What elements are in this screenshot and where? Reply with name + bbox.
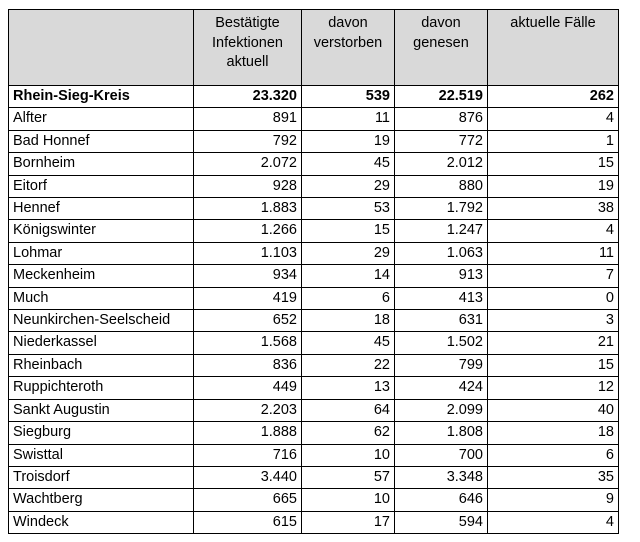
recovered-count: 594 (395, 511, 488, 533)
municipality-name: Rheinbach (9, 354, 194, 376)
died-count: 13 (302, 377, 395, 399)
recovered-count: 1.063 (395, 242, 488, 264)
table-row (9, 422, 619, 444)
current-count: 1 (488, 130, 619, 152)
current-count: 19 (488, 175, 619, 197)
municipality-name: Alfter (9, 108, 194, 130)
municipality-name: Much (9, 287, 194, 309)
infected-count: 1.266 (194, 220, 302, 242)
infected-count: 836 (194, 354, 302, 376)
infected-count: 1.568 (194, 332, 302, 354)
municipality-name: Königswinter (9, 220, 194, 242)
current-count: 4 (488, 511, 619, 533)
current-count: 0 (488, 287, 619, 309)
current-count: 11 (488, 242, 619, 264)
table-row (9, 220, 619, 242)
current-count: 9 (488, 489, 619, 511)
infected-count: 419 (194, 287, 302, 309)
died-count: 22 (302, 354, 395, 376)
total-infected: 23.320 (194, 86, 302, 108)
infected-count: 891 (194, 108, 302, 130)
recovered-count: 631 (395, 310, 488, 332)
recovered-count: 1.247 (395, 220, 488, 242)
table-row (9, 377, 619, 399)
current-count: 40 (488, 399, 619, 421)
table-row (9, 489, 619, 511)
municipality-name: Hennef (9, 198, 194, 220)
recovered-count: 772 (395, 130, 488, 152)
infected-count: 615 (194, 511, 302, 533)
table-row (9, 310, 619, 332)
infected-count: 1.883 (194, 198, 302, 220)
current-count: 35 (488, 466, 619, 488)
infected-count: 1.888 (194, 422, 302, 444)
current-count: 3 (488, 310, 619, 332)
current-count: 4 (488, 108, 619, 130)
died-count: 62 (302, 422, 395, 444)
header-infected: Bestätigte Infektionen aktuell (194, 10, 302, 86)
infected-count: 2.203 (194, 399, 302, 421)
municipality-name: Wachtberg (9, 489, 194, 511)
current-count: 6 (488, 444, 619, 466)
table-row (9, 332, 619, 354)
current-count: 21 (488, 332, 619, 354)
current-count: 4 (488, 220, 619, 242)
header-died: davon verstorben (302, 10, 395, 86)
infected-count: 1.103 (194, 242, 302, 264)
table-row (9, 130, 619, 152)
header-row (9, 10, 619, 86)
municipality-name: Sankt Augustin (9, 399, 194, 421)
died-count: 29 (302, 175, 395, 197)
current-count: 38 (488, 198, 619, 220)
total-name: Rhein-Sieg-Kreis (9, 86, 194, 108)
infected-count: 934 (194, 265, 302, 287)
municipality-name: Niederkassel (9, 332, 194, 354)
municipality-name: Eitorf (9, 175, 194, 197)
recovered-count: 1.808 (395, 422, 488, 444)
died-count: 53 (302, 198, 395, 220)
infected-count: 449 (194, 377, 302, 399)
header-municipality (9, 10, 194, 86)
infected-count: 2.072 (194, 153, 302, 175)
infected-count: 665 (194, 489, 302, 511)
infected-count: 928 (194, 175, 302, 197)
died-count: 11 (302, 108, 395, 130)
total-recovered: 22.519 (395, 86, 488, 108)
municipality-name: Swisttal (9, 444, 194, 466)
current-count: 15 (488, 354, 619, 376)
infected-count: 792 (194, 130, 302, 152)
table-row (9, 175, 619, 197)
municipality-name: Troisdorf (9, 466, 194, 488)
municipality-name: Ruppichteroth (9, 377, 194, 399)
table-container (8, 9, 619, 534)
died-count: 18 (302, 310, 395, 332)
infected-count: 716 (194, 444, 302, 466)
died-count: 10 (302, 444, 395, 466)
died-count: 64 (302, 399, 395, 421)
header-recovered: davon genesen (395, 10, 488, 86)
municipality-name: Lohmar (9, 242, 194, 264)
table-row (9, 287, 619, 309)
recovered-count: 2.012 (395, 153, 488, 175)
current-count: 15 (488, 153, 619, 175)
recovered-count: 413 (395, 287, 488, 309)
infected-count: 3.440 (194, 466, 302, 488)
died-count: 14 (302, 265, 395, 287)
died-count: 45 (302, 153, 395, 175)
died-count: 57 (302, 466, 395, 488)
recovered-count: 700 (395, 444, 488, 466)
covid-table (8, 9, 619, 534)
recovered-count: 2.099 (395, 399, 488, 421)
infected-count: 652 (194, 310, 302, 332)
municipality-name: Bornheim (9, 153, 194, 175)
table-row (9, 354, 619, 376)
table-row (9, 511, 619, 533)
current-count: 7 (488, 265, 619, 287)
total-current: 262 (488, 86, 619, 108)
recovered-count: 3.348 (395, 466, 488, 488)
table-row (9, 242, 619, 264)
current-count: 12 (488, 377, 619, 399)
died-count: 10 (302, 489, 395, 511)
municipality-name: Neunkirchen-Seelscheid (9, 310, 194, 332)
recovered-count: 424 (395, 377, 488, 399)
table-row (9, 466, 619, 488)
died-count: 6 (302, 287, 395, 309)
recovered-count: 1.502 (395, 332, 488, 354)
current-count: 18 (488, 422, 619, 444)
table-row (9, 444, 619, 466)
header-current: aktuelle Fälle (488, 10, 619, 86)
table-row (9, 198, 619, 220)
recovered-count: 876 (395, 108, 488, 130)
died-count: 45 (302, 332, 395, 354)
died-count: 29 (302, 242, 395, 264)
recovered-count: 913 (395, 265, 488, 287)
municipality-name: Meckenheim (9, 265, 194, 287)
table-row (9, 399, 619, 421)
table-row (9, 108, 619, 130)
died-count: 19 (302, 130, 395, 152)
recovered-count: 1.792 (395, 198, 488, 220)
recovered-count: 646 (395, 489, 488, 511)
municipality-name: Siegburg (9, 422, 194, 444)
municipality-name: Bad Honnef (9, 130, 194, 152)
total-row (9, 86, 619, 108)
total-died: 539 (302, 86, 395, 108)
died-count: 17 (302, 511, 395, 533)
died-count: 15 (302, 220, 395, 242)
table-row (9, 153, 619, 175)
recovered-count: 880 (395, 175, 488, 197)
recovered-count: 799 (395, 354, 488, 376)
municipality-name: Windeck (9, 511, 194, 533)
table-row (9, 265, 619, 287)
